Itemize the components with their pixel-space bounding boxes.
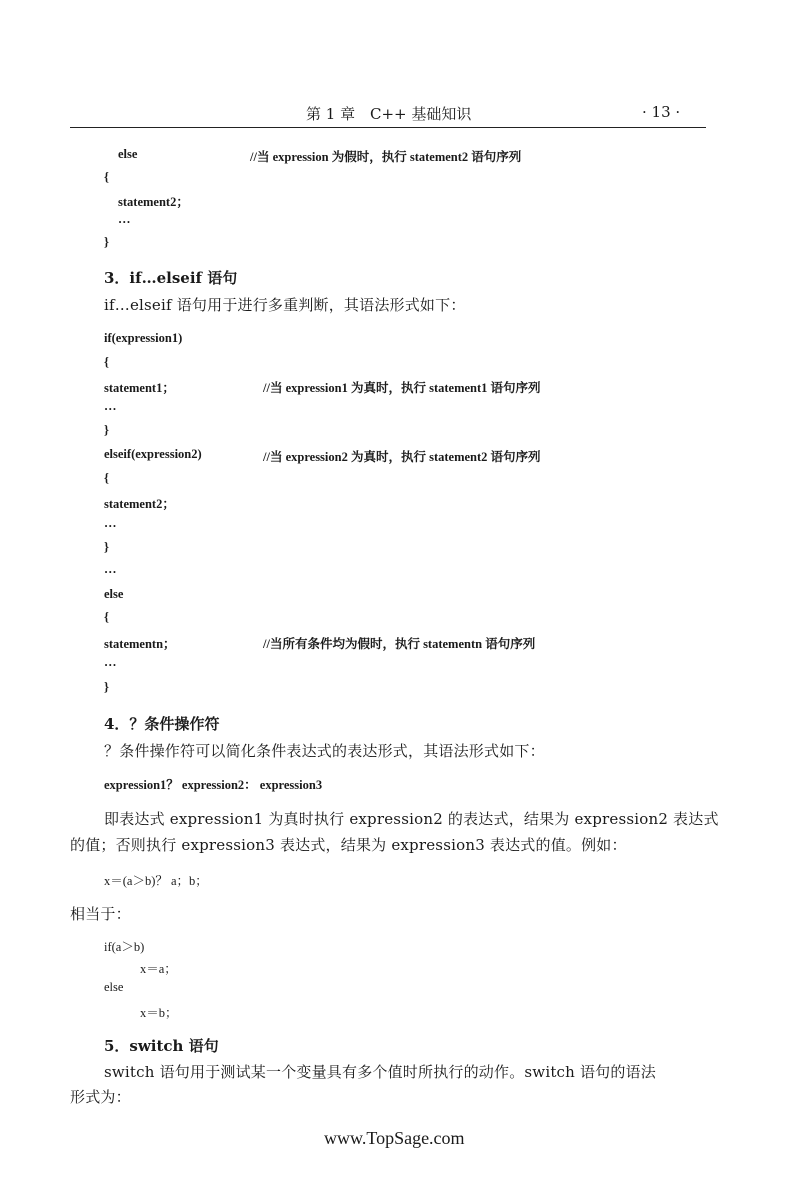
code-comment: //当 expression2 为真时，执行 statement2 语句序列 — [263, 450, 541, 464]
example-line: x＝a； — [140, 962, 177, 976]
code-line: { — [104, 471, 109, 485]
example-line: else — [104, 980, 124, 994]
code-line: statementn； — [104, 637, 176, 651]
code-line: } — [104, 235, 109, 249]
chapter-label: 第 1 章 — [306, 105, 356, 123]
section-heading: 4．？条件操作符 — [104, 715, 220, 733]
code-line: { — [104, 170, 109, 184]
paragraph: switch 语句用于测试某一个变量具有多个值时所执行的动作。switch 语句的语法 — [104, 1063, 656, 1081]
code-line: if(expression1) — [104, 331, 183, 345]
code-comment: //当 expression1 为真时，执行 statement1 语句序列 — [263, 381, 541, 395]
code-line: elseif(expression2) — [104, 447, 202, 461]
code-line: … — [104, 655, 117, 669]
footer-url[interactable]: www.TopSage.com — [324, 1128, 465, 1148]
code-line: statement2； — [118, 195, 189, 209]
code-line: … — [104, 516, 117, 530]
code-line: } — [104, 423, 109, 437]
code-line: statement2； — [104, 497, 175, 511]
example-line: if(a＞b) — [104, 940, 145, 954]
code-line: } — [104, 680, 109, 694]
code-comment: //当所有条件均为假时，执行 statementn 语句序列 — [263, 637, 536, 651]
paragraph: 形式为： — [70, 1088, 131, 1106]
code-line: else — [104, 587, 124, 601]
code-line: … — [104, 399, 117, 413]
code-line: { — [104, 610, 109, 624]
paragraph: if…elseif 语句用于进行多重判断，其语法形式如下： — [104, 296, 466, 314]
code-line: … — [118, 212, 131, 226]
example-line: x＝b； — [140, 1006, 178, 1020]
paragraph: 即表达式 expression1 为真时执行 expression2 的表达式，结果为 expression2 表达式 — [104, 810, 719, 828]
code-line: statement1； — [104, 381, 175, 395]
header-rule — [70, 127, 706, 128]
paragraph: 的值；否则执行 expression3 表达式，结果为 expression3 表达式的值。例如： — [70, 836, 627, 854]
example-line: x＝(a＞b)？ a；b； — [104, 874, 208, 888]
syntax-line: expression1？ expression2： expression3 — [104, 778, 323, 792]
chapter-title: C++ 基础知识 — [370, 105, 472, 123]
code-line: { — [104, 355, 109, 369]
code-line: } — [104, 540, 109, 554]
section-heading: 5．switch 语句 — [104, 1037, 219, 1055]
code-comment: //当 expression 为假时，执行 statement2 语句序列 — [250, 150, 522, 164]
section-heading: 3．if…elseif 语句 — [104, 269, 238, 287]
code-line: … — [104, 562, 117, 576]
paragraph: 相当于： — [70, 905, 131, 923]
paragraph: ？条件操作符可以简化条件表达式的表达形式，其语法形式如下： — [104, 742, 545, 760]
code-line: else — [118, 147, 138, 161]
page-number: · 13 · — [642, 103, 681, 121]
